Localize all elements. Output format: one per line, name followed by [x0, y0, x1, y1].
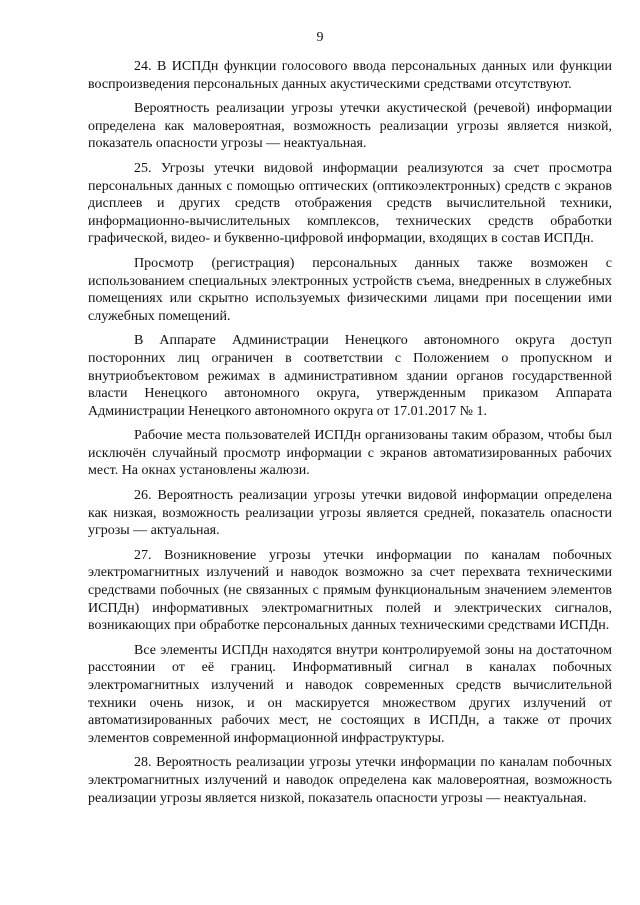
- page-number: 9: [316, 30, 324, 45]
- paragraph-controlled-zone: Все элементы ИСПДн находятся внутри контролируемой зоны на достаточном расстоянии от её границ. Информативный сигнал в каналах побочных электромагнитных излучений и наводок современных средств вычислительной техники очень низок, и он маскируется множеством других излучений от автоматизированных рабочих мест, не состоящих в ИСПДн, а также от прочих элементов современной информационной инфраструктуры.: [88, 642, 612, 746]
- paragraph-28: 28. Вероятность реализации угрозы утечки информации по каналам побочных электромагнитных излучений и наводок определена как маловероятная, возможность реализации угрозы является низкой, показатель опасности угрозы — неактуальная.: [88, 755, 612, 806]
- paragraph-acoustic-probability: Вероятность реализации угрозы утечки акустической (речевой) информации определена как маловероятная, возможность реализации угрозы является низкой, показатель опасности угрозы — неактуальная.: [88, 101, 612, 152]
- document-body: [88, 58, 612, 814]
- paragraph-26: 26. Вероятность реализации угрозы утечки видовой информации определена как низкая, возможность реализации угрозы является средней, показатель опасности угрозы — актуальная.: [88, 488, 612, 539]
- paragraph-27: 27. Возникновение угрозы утечки информации по каналам побочных электромагнитных излучений и наводок возможно за счет перехвата техническими средствами побочных (не связанных с прямым функциональным значением элементов ИСПДн) информативных электромагнитных полей и электрических сигналов, возникающих при обработке персональных данных техническими средствами ИСПДн.: [88, 547, 612, 634]
- paragraph-24: 24. В ИСПДн функции голосового ввода персональных данных или функции воспроизведения персональных данных акустическими средствами отсутствуют.: [88, 59, 612, 92]
- paragraph-viewing-registration: Просмотр (регистрация) персональных данных также возможен с использованием специальных электронных устройств съема, внедренных в служебных помещениях или скрытно используемых физическими лицами при посещении ими служебных помещений.: [88, 255, 612, 324]
- paragraph-25: 25. Угрозы утечки видовой информации реализуются за счет просмотра персональных данных с помощью оптических (оптикоэлектронных) средств с экранов дисплеев и других средств отображения средств вычислительной техники, информационно-вычислительных комплексов, технических средств обработки графической, видео- и буквенно-цифровой информации, входящих в состав ИСПДн.: [88, 160, 612, 247]
- paragraph-workplaces: Рабочие места пользователей ИСПДн организованы таким образом, чтобы был исключён случайный просмотр информации с экранов автоматизированных рабочих мест. На окнах установлены жалюзи.: [88, 428, 612, 479]
- paragraph-access-restriction: В Аппарате Администрации Ненецкого автономного округа доступ посторонних лиц ограничен в соответствии с Положением о пропускном и внутриобъектовом режимах в административном здании органов государственной власти Ненецкого автономного округа, утвержденным приказом Аппарата Администрации Ненецкого автономного округа от 17.01.2017 № 1.: [88, 333, 612, 419]
